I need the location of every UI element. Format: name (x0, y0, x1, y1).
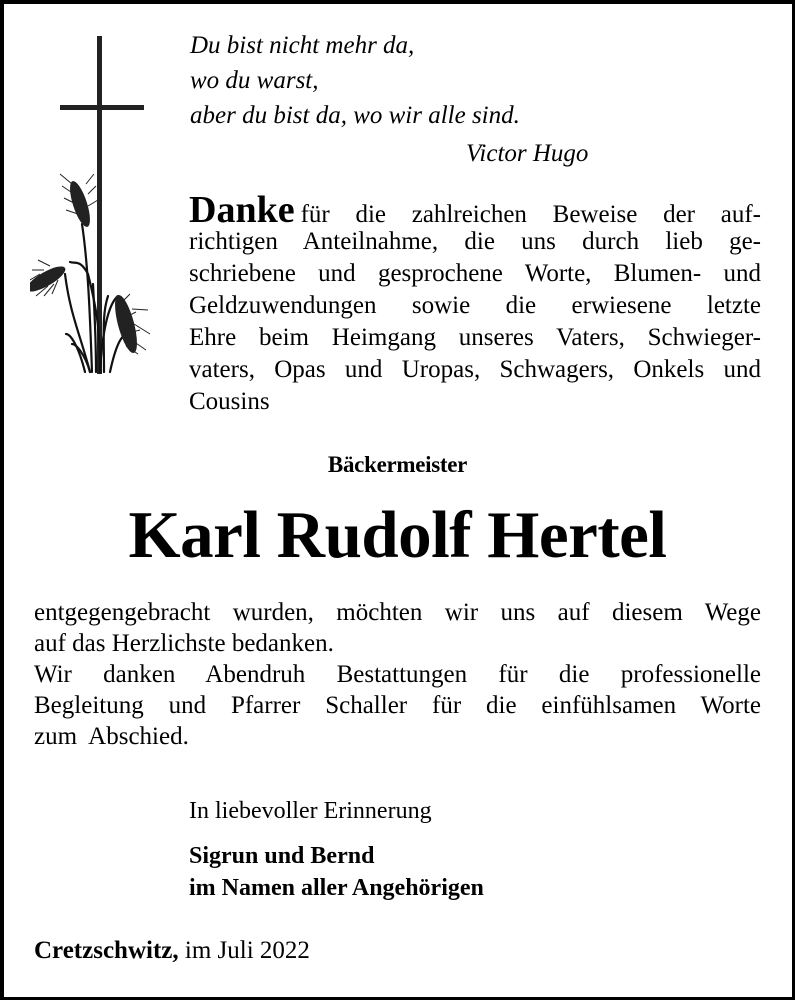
body-line: auf das Herzlichste bedanken. (34, 630, 334, 657)
thanks-line-text: für die zahlreichen Beweise der auf- (300, 201, 761, 228)
body-line: Wir danken Abendruh Bestattungen für die professionelle (34, 661, 761, 688)
body-line: entgegengebracht wurden, möchten wir uns auf diesem Wege (34, 599, 761, 626)
place-and-date (34, 935, 310, 967)
thanks-line: Ehre beim Heimgang unseres Vaters, Schwieger- (189, 324, 761, 351)
thanks-paragraph (189, 189, 761, 418)
signature-names-line: Sigrun und Bernd (189, 843, 375, 869)
quote-line: wo du warst, (190, 67, 319, 94)
quote-author: Victor Hugo (466, 140, 589, 167)
thanks-line: richtigen Anteilnahme, die uns durch lieb ge- (189, 228, 761, 255)
quote-line: Du bist nicht mehr da, (190, 32, 415, 59)
body-paragraph (34, 597, 761, 752)
deceased-name: Karl Rudolf Hertel (128, 498, 667, 572)
deceased-title: Bäckermeister (327, 452, 468, 477)
cross-with-wheat-icon (30, 34, 160, 379)
quote-line: aber du bist da, wo wir alle sind. (190, 102, 520, 129)
place-name: Cretzschwitz, (34, 937, 179, 964)
memorial-quote (190, 28, 520, 133)
signature-intro: In liebevoller Erinnerung (189, 798, 432, 824)
thanks-line: Geldzuwendungen sowie die erwiesene letzte (189, 292, 761, 319)
thanks-line: Cousins (189, 388, 270, 415)
signature-names (189, 840, 484, 904)
date-text: im Juli 2022 (178, 937, 310, 964)
thanks-line: vaters, Opas und Uropas, Schwagers, Onkels und (189, 356, 761, 383)
body-line: zum Abschied. (34, 723, 189, 750)
signature-names-line: im Namen aller Angehörigen (189, 875, 484, 901)
body-line: Begleitung und Pfarrer Schaller für die einfühlsamen Worte (34, 692, 761, 719)
thanks-lead-word: Danke (189, 189, 295, 231)
thanks-line (189, 189, 761, 231)
thanks-line: schriebene und gesprochene Worte, Blumen- und (189, 260, 761, 287)
